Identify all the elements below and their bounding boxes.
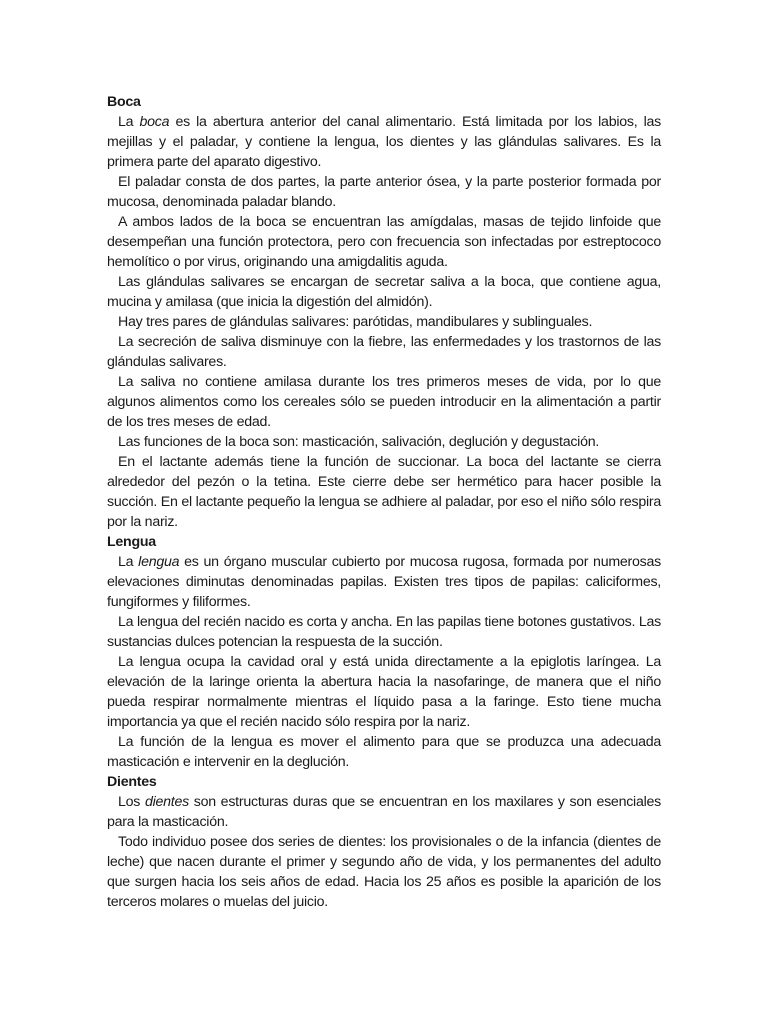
paragraph <box>107 312 661 332</box>
paragraph <box>107 372 661 432</box>
text-segment: La secreción de saliva disminuye con la fiebre, las enfermedades y los trastornos de las glándulas salivares. <box>107 334 661 370</box>
section-heading: Boca <box>107 94 141 110</box>
text-segment: es la abertura anterior del canal alimentario. Está limitada por los labios, las mejillas y el paladar, y contiene la lengua, los dientes y las glándulas salivares. Es la primera parte del aparato digestivo. <box>107 114 661 170</box>
text-segment: La <box>118 114 140 130</box>
paragraph <box>107 432 661 452</box>
text-segment: Las glándulas salivares se encargan de secretar saliva a la boca, que contiene agua, mucina y amilasa (que inicia la digestión del almidón). <box>107 274 661 310</box>
paragraph <box>107 272 661 312</box>
document-page <box>107 92 661 912</box>
text-segment: En el lactante además tiene la función de succionar. La boca del lactante se cierra alrededor del pezón o la tetina. Este cierre debe ser hermético para hacer posible la succión. En el lactante pequeño la lengua se adhiere al paladar, por eso el niño sólo respira por la nariz. <box>107 454 661 530</box>
text-segment: Todo individuo posee dos series de dientes: los provisionales o de la infancia (dientes de leche) que nacen durante el primer y segundo año de vida, y los permanentes del adulto que surgen hacia los seis años de edad. Hacia los 25 años es posible la aparición de los terceros molares o muelas del juicio. <box>107 834 661 910</box>
paragraph <box>107 332 661 372</box>
section-heading: Dientes <box>107 774 157 790</box>
paragraph <box>107 452 661 532</box>
text-segment: son estructuras duras que se encuentran en los maxilares y son esenciales para la masticación. <box>107 794 661 830</box>
text-segment: Los <box>118 794 145 810</box>
emphasized-term: lengua <box>138 554 180 570</box>
paragraph <box>107 652 661 732</box>
paragraph <box>107 732 661 772</box>
section-heading: Lengua <box>107 534 156 550</box>
paragraph <box>107 832 661 912</box>
text-segment: La <box>118 554 139 570</box>
text-segment: es un órgano muscular cubierto por mucosa rugosa, formada por numerosas elevaciones diminutas denominadas papilas. Existen tres tipos de papilas: caliciformes, fungiformes y filiformes. <box>107 554 661 610</box>
text-segment: La lengua del recién nacido es corta y ancha. En las papilas tiene botones gustativos. Las sustancias dulces potencian la respuesta de la succión. <box>107 614 662 650</box>
paragraph <box>107 552 661 612</box>
text-segment: La lengua ocupa la cavidad oral y está unida directamente a la epiglotis laríngea. La elevación de la laringe orienta la abertura hacia la nasofaringe, de manera que el niño pueda respirar normalmente mientras el líquido pasa a la faringe. Esto tiene mucha importancia ya que el recién nacido sólo respira por la nariz. <box>107 654 661 730</box>
text-segment: Hay tres pares de glándulas salivares: parótidas, mandibulares y sublinguales. <box>118 314 593 330</box>
paragraph <box>107 212 661 272</box>
section-dientes <box>107 772 661 912</box>
text-segment: La saliva no contiene amilasa durante los tres primeros meses de vida, por lo que algunos alimentos como los cereales sólo se pueden introducir en la alimentación a partir de los tres meses de edad. <box>107 374 661 430</box>
text-segment: El paladar consta de dos partes, la parte anterior ósea, y la parte posterior formada por mucosa, denominada paladar blando. <box>107 174 661 210</box>
section-lengua <box>107 532 661 772</box>
text-segment: Las funciones de la boca son: masticación, salivación, deglución y degustación. <box>118 434 600 450</box>
text-segment: La función de la lengua es mover el alimento para que se produzca una adecuada masticación e intervenir en la deglución. <box>107 734 661 770</box>
emphasized-term: boca <box>139 114 170 130</box>
section-boca <box>107 92 661 532</box>
paragraph <box>107 112 661 172</box>
paragraph <box>107 172 661 212</box>
paragraph <box>107 612 661 652</box>
paragraph <box>107 792 661 832</box>
text-segment: A ambos lados de la boca se encuentran las amígdalas, masas de tejido linfoide que desempeñan una función protectora, pero con frecuencia son infectadas por estreptococo hemolítico o por virus, originando una amigdalitis aguda. <box>107 214 661 270</box>
emphasized-term: dientes <box>144 794 189 810</box>
